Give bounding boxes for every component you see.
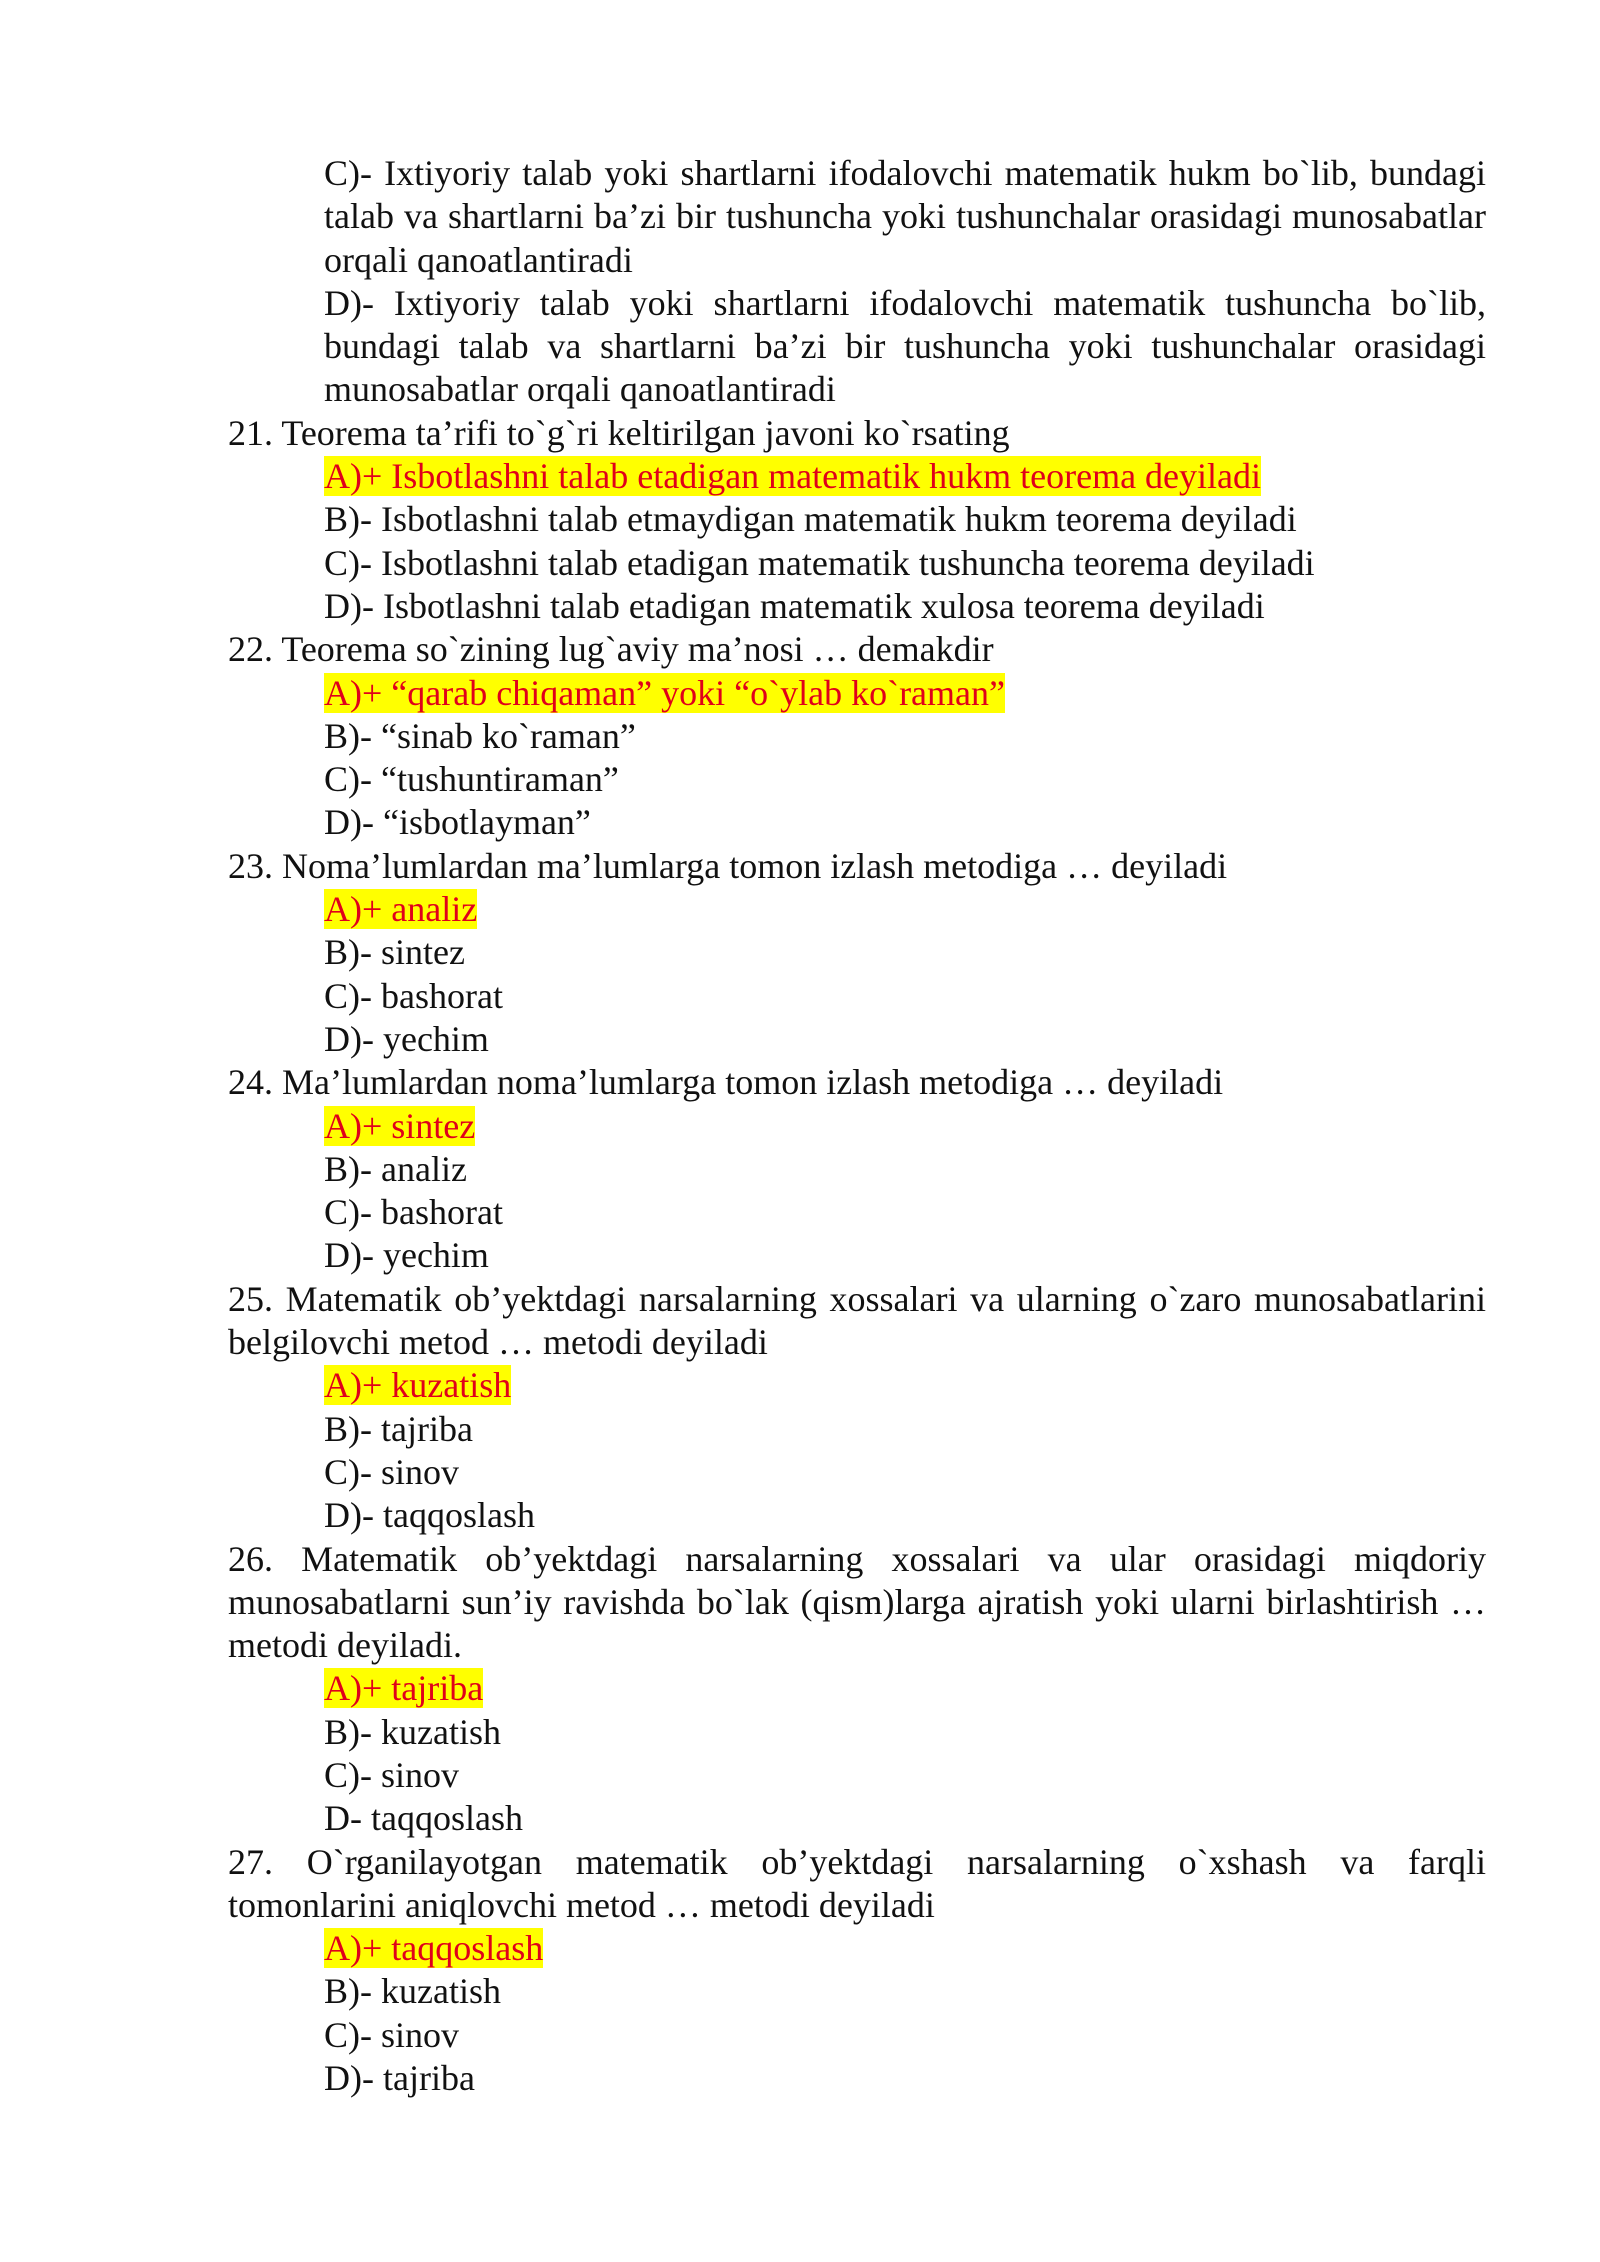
option-a [228, 1667, 1486, 1710]
option-d: D- taqqoslash [324, 1798, 523, 1839]
option-b: B)- kuzatish [324, 1971, 501, 2012]
question-27: 27. O`rganilayotgan matematik ob’yektdagi narsalarning o`xshash va farqli tomonlarini aniqlovchi metod … metodi deyiladi [228, 1841, 1486, 1925]
option-a [228, 1927, 1486, 1970]
question-23: 23. Noma’lumlardan ma’lumlarga tomon izlash metodiga … deyiladi [228, 845, 1228, 886]
option-d: D)- yechim [324, 1235, 489, 1276]
correct-answer-highlight: A)+ tajriba [324, 1668, 484, 1709]
option-b: B)- “sinab ko`raman” [324, 715, 636, 756]
option-c: C)- sinov [324, 2014, 459, 2055]
option-c: C)- bashorat [324, 975, 503, 1016]
question-24: 24. Ma’lumlardan noma’lumlarga tomon izlash metodiga … deyiladi [228, 1062, 1224, 1103]
option-c: C)- Isbotlashni talab etadigan matematik tushuncha teorema deyiladi [324, 542, 1315, 583]
option-d-continued: D)- Ixtiyoriy talab yoki shartlarni ifodalovchi matematik tushuncha bo`lib, bundagi talab va shartlarni ba’zi bir tushuncha yoki tushunchalar orasidagi munosabatlar orqali qanoatlantiradi [324, 282, 1486, 410]
option-d: D)- taqqoslash [324, 1495, 535, 1536]
question-26: 26. Matematik ob’yektdagi narsalarning xossalari va ular orasidagi miqdoriy munosabatlarni sun’iy ravishda bo`lak (qism)larga ajratish yoki ularni birlashtirish … metodi deyiladi. [228, 1538, 1486, 1666]
option-a [228, 1105, 1486, 1148]
option-a [228, 672, 1486, 715]
correct-answer-highlight: A)+ analiz [324, 889, 478, 930]
option-b: B)- kuzatish [324, 1711, 501, 1752]
option-b: B)- sintez [324, 932, 465, 973]
option-a [228, 1364, 1486, 1407]
option-c: C)- sinov [324, 1451, 459, 1492]
option-d: D)- tajriba [324, 2058, 475, 2099]
correct-answer-highlight: A)+ taqqoslash [324, 1928, 544, 1969]
correct-answer-highlight: A)+ “qarab chiqaman” yoki “o`ylab ko`raman” [324, 672, 1005, 713]
option-b: B)- analiz [324, 1148, 467, 1189]
option-c-continued: C)- Ixtiyoriy talab yoki shartlarni ifodalovchi matematik hukm bo`lib, bundagi talab va shartlarni ba’zi bir tushuncha yoki tushunchalar orasidagi munosabatlar orqali qanoatlantiradi [324, 153, 1486, 280]
question-21: 21. Teorema ta’rifi to`g`ri keltirilgan javoni ko`rsating [228, 412, 1010, 453]
question-22: 22. Teorema so`zining lug`aviy ma’nosi … demakdir [228, 629, 994, 670]
option-d: D)- “isbotlayman” [324, 802, 591, 843]
option-b: B)- Isbotlashni talab etmaydigan matematik hukm teorema deyiladi [324, 499, 1297, 540]
correct-answer-highlight: A)+ kuzatish [324, 1365, 512, 1406]
option-a [228, 888, 1486, 931]
option-b: B)- tajriba [324, 1408, 473, 1449]
option-d: D)- yechim [324, 1018, 489, 1059]
option-c: C)- sinov [324, 1754, 459, 1795]
correct-answer-highlight: A)+ sintez [324, 1105, 476, 1146]
option-c: C)- bashorat [324, 1192, 503, 1233]
document-content [228, 152, 1486, 2100]
option-c: C)- “tushuntiraman” [324, 759, 619, 800]
option-d: D)- Isbotlashni talab etadigan matematik xulosa teorema deyiladi [324, 585, 1265, 626]
correct-answer-highlight: A)+ Isbotlashni talab etadigan matematik hukm teorema deyiladi [324, 456, 1262, 497]
question-25: 25. Matematik ob’yektdagi narsalarning xossalari va ularning o`zaro munosabatlarini belgilovchi metod … metodi deyiladi [228, 1278, 1486, 1363]
option-a [228, 455, 1486, 498]
